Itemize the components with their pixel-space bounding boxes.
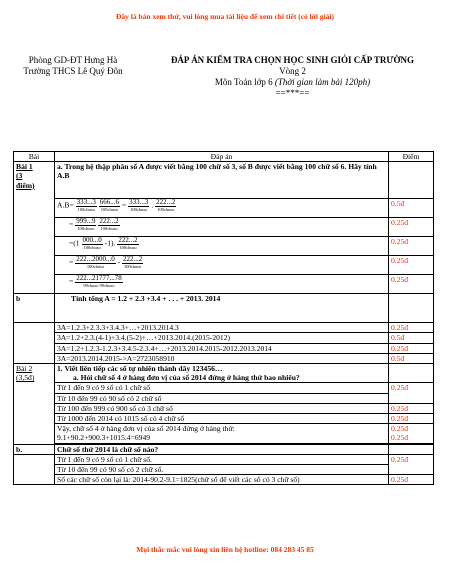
hotline-notice: Mọi thắc mắc vui lòng xin liên hệ hotline: 084 283 45 85: [136, 545, 314, 554]
bai2-b-line-3: Số các chữ số còn lại là: 2014-90.2-9.1=1825(chữ số để viết các số có 3 chữ số): [55, 475, 389, 485]
score-cell: 0.25đ: [389, 383, 434, 403]
exam-title: ĐÁP ÁN KIỂM TRA CHỌN HỌC SINH GIỎI CẤP TRƯỜNG: [170, 55, 415, 65]
table-row: [14, 256, 434, 275]
formula-line-1: A.B= $\frac{333...3}{\text{100chuso}}$ $\frac{666...6}{\text{100chuso}}$ = $\frac{333...3}{\text{100chuso}}$ . $\frac{222...2}{\text{100chuso}}$: [55, 199, 389, 218]
bai2-a-line-4: Từ 1000 đến 2014 có 1015 số có 4 chữ số: [55, 414, 389, 424]
part-b-label: b: [14, 294, 55, 323]
part-b-line-3: 3A=1.2+1.2.3-1.2.3+3.4.5-2.3.4+…+2013.2014.2015-2012.2013.2014: [55, 343, 389, 353]
part-b-line-1: 3A=1.2.3+2.3.3+3.4.3+…+2013.2014.3: [55, 323, 389, 333]
bai2-a-line-2: Từ 10 đến 99 có 90 số có 2 chữ số: [55, 393, 389, 403]
table-row: [14, 393, 434, 403]
table-row: [14, 199, 434, 218]
part-b-question: Tính tổng A = 1.2 + 2.3 +3.4 + . . . + 2013. 2014: [55, 294, 389, 323]
bai2-a-conclusion: Vậy, chữ số 4 ở hàng đơn vị của số 2014 đứng ở hàng thứ: 9.1+90.2+900.3+1015.4=6949: [55, 424, 389, 443]
table-row: [14, 218, 434, 237]
school-name: Trường THCS Lê Quý Đôn: [23, 66, 123, 76]
score-cell: 0.5đ: [389, 333, 434, 343]
score-cell: [389, 444, 434, 454]
table-row: [14, 275, 434, 294]
exam-stars: ==***==: [275, 88, 310, 98]
score-cell: 0.25đ: [389, 403, 434, 413]
table-row: [14, 454, 434, 464]
exam-info: [140, 55, 445, 99]
bai2-b-question: Chữ số thứ 2014 là chữ số nào?: [55, 444, 389, 454]
bai2-b-line-2: Từ 10 đến 99 có 90 số có 2 chữ số.: [55, 465, 389, 475]
formula-line-5: = $\frac{222...21777...78}{\text{99chuso 99chuso}}$: [55, 275, 389, 294]
bai2-a-line-3: Từ 100 đến 999 có 900 số có 3 chữ số: [55, 403, 389, 413]
score-cell: [389, 162, 434, 199]
score-cell: 0.25đ 0.25đ: [389, 424, 434, 443]
col-header-answer: Đáp án: [55, 152, 389, 162]
table-row: [14, 414, 434, 424]
table-row: [14, 465, 434, 475]
table-row: [14, 403, 434, 413]
table-row: [14, 364, 434, 383]
score-cell: 0.25đ: [389, 343, 434, 353]
col-header-bai: Bài: [14, 152, 55, 162]
answer-table: [13, 151, 434, 485]
table-row: [14, 294, 434, 323]
department-name: Phòng GD-ĐT Hưng Hà: [28, 55, 118, 65]
score-cell: 0.25đ: [389, 475, 434, 485]
bai2-b-label: b.: [14, 444, 55, 454]
bai2-question: 1. Viết liên tiếp các số tự nhiên thành dãy 123456… a. Hỏi chữ số 4 ở hàng đơn vị của số 2014 đứng ở hàng thứ bao nhiêu?: [55, 364, 389, 383]
exam-round: Vòng 2: [279, 66, 306, 76]
table-row: [14, 333, 434, 343]
formula-line-3: =(1 $\frac{000...0}{\text{100chuso}}$ -1). $\frac{222...2}{\text{100chuso}}$: [55, 237, 389, 256]
formula-line-2: = $\frac{999...9}{\text{100chuso}}$ $\frac{222...2}{\text{100chuso}}$: [55, 218, 389, 237]
bai2-cell: Bài 2 (3,5đ): [14, 364, 55, 445]
part-b-line-4: 3A=2013.2014.2015->A=2723058910: [55, 353, 389, 363]
score-cell: 0.25đ: [389, 256, 434, 275]
table-row: [14, 424, 434, 443]
score-cell: 0.5đ: [389, 199, 434, 218]
score-cell: 0.5đ: [389, 353, 434, 363]
table-header-row: [14, 152, 434, 162]
preview-notice: Đây là bản xem thử, vui lòng mua tài liệu để xem chi tiết (có lời giải): [115, 12, 335, 21]
score-cell: 0.25đ: [389, 323, 434, 333]
table-row: [14, 475, 434, 485]
score-cell: [389, 294, 434, 323]
table-row: [14, 383, 434, 393]
table-row: [14, 353, 434, 363]
score-cell: [389, 364, 434, 383]
score-cell: 0.25đ: [389, 275, 434, 294]
table-row: [14, 237, 434, 256]
score-cell: 0.25đ: [389, 454, 434, 474]
school-info: [6, 55, 140, 77]
score-cell: 0.25đ: [389, 237, 434, 256]
exam-subject: Môn Toán lớp 6 (Thời gian làm bài 120ph): [214, 77, 371, 87]
bai2-a-line-1: Từ 1 đến 9 có 9 số có 1 chữ số: [55, 383, 389, 393]
score-cell: 0.25đ: [389, 218, 434, 237]
table-row: [14, 323, 434, 333]
table-row: [14, 162, 434, 199]
bai1-cell: Bài 1 (3 điểm): [14, 162, 55, 294]
table-row: [14, 343, 434, 353]
part-b-line-2: 3A=1.2+2.3.(4-1)+3.4.(5-2)+…+2013.2014.(2015-2012): [55, 333, 389, 343]
table-row: [14, 444, 434, 454]
bai2-b-line-1: Từ 1 đến 9 có 9 số có 1 chữ số.: [55, 454, 389, 464]
bai1-question: a. Trong hệ thập phân số A được viết bằng 100 chữ số 3, số B được viết bằng 100 chữ số 6. Hãy tính A.B: [55, 162, 389, 199]
score-cell: 0.25đ: [389, 414, 434, 424]
col-header-score: Điểm: [389, 152, 434, 162]
formula-line-4: = $\frac{222...2000...0}{\text{100chuso}}$ - $\frac{222...2}{\text{100chuso}}$: [55, 256, 389, 275]
